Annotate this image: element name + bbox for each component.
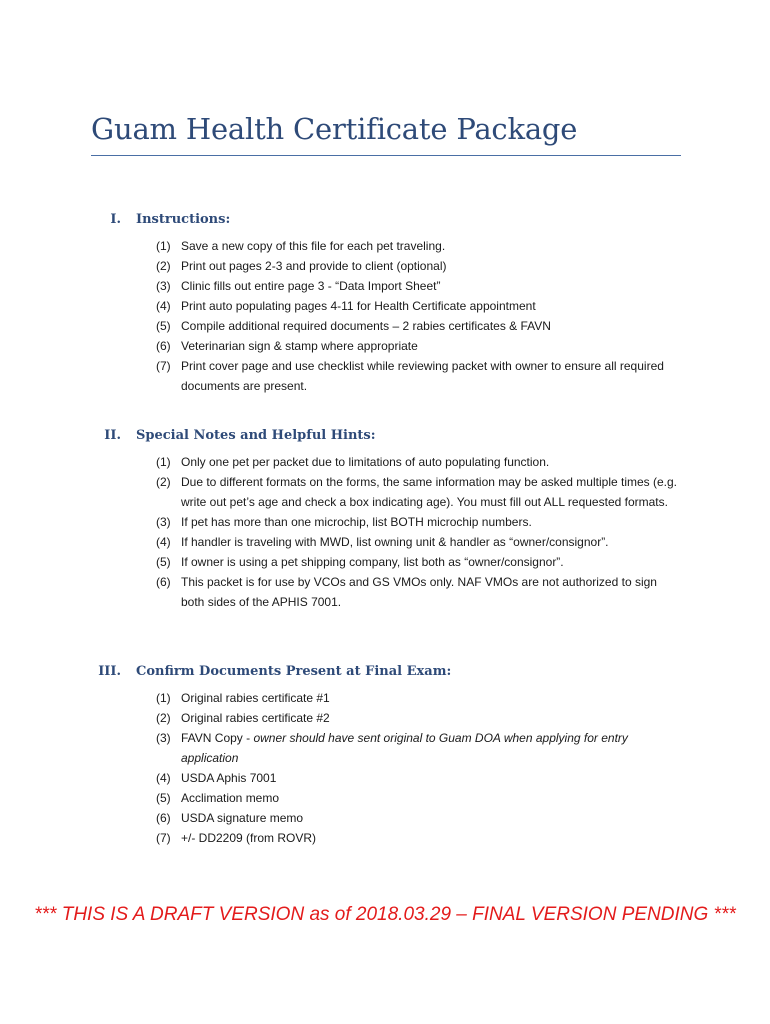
section-numeral: II. <box>104 428 121 443</box>
list-item <box>156 788 681 808</box>
item-number: (5) <box>156 319 171 333</box>
item-number: (1) <box>156 455 171 469</box>
list-item <box>156 276 681 296</box>
list-item <box>156 472 681 512</box>
list-item <box>156 356 681 396</box>
list-item <box>156 236 681 256</box>
section-heading: Special Notes and Helpful Hints: <box>136 428 376 443</box>
list-item <box>156 256 681 276</box>
item-text <box>181 728 681 768</box>
section-confirm-documents <box>0 664 770 848</box>
list-item <box>156 316 681 336</box>
item-number: (3) <box>156 515 171 529</box>
item-text-italic: owner should have sent original to Guam DOA when applying for entry application <box>181 731 628 765</box>
list-item <box>156 808 681 828</box>
draft-notice: *** THIS IS A DRAFT VERSION as of 2018.03.29 – FINAL VERSION PENDING *** <box>34 904 736 925</box>
item-number: (7) <box>156 831 171 845</box>
section-instructions <box>0 212 770 396</box>
item-text: Print cover page and use checklist while reviewing packet with owner to ensure all required documents are present. <box>181 359 664 393</box>
item-text: +/- DD2209 (from ROVR) <box>181 831 317 845</box>
item-text: Original rabies certificate #1 <box>181 691 330 705</box>
item-text: Veterinarian sign & stamp where appropriate <box>181 339 418 353</box>
item-text: If handler is traveling with MWD, list owning unit & handler as “owner/consignor”. <box>181 535 609 549</box>
item-text: Clinic fills out entire page 3 - “Data Import Sheet” <box>181 279 441 293</box>
item-number: (3) <box>156 279 171 293</box>
list-item <box>156 688 681 708</box>
list-item <box>156 572 681 612</box>
item-text: If owner is using a pet shipping company, list both as “owner/consignor”. <box>181 555 564 569</box>
item-number: (2) <box>156 711 171 725</box>
list-item <box>156 768 681 788</box>
list-item <box>156 532 681 552</box>
item-number: (2) <box>156 475 171 489</box>
item-number: (4) <box>156 299 171 313</box>
item-text-plain: FAVN Copy - <box>181 731 254 745</box>
page-title: Guam Health Certificate Package <box>91 112 578 146</box>
item-text: If pet has more than one microchip, list BOTH microchip numbers. <box>181 515 532 529</box>
item-text: Due to different formats on the forms, the same information may be asked multiple times (e.g. write out pet’s age and check a box indicating age). You must fill out ALL requested formats. <box>181 475 678 509</box>
item-text: Print out pages 2-3 and provide to client (optional) <box>181 259 447 273</box>
title-divider <box>91 155 681 156</box>
item-number: (6) <box>156 339 171 353</box>
item-text: Acclimation memo <box>181 791 280 805</box>
list-item <box>156 728 681 768</box>
item-text: Only one pet per packet due to limitations of auto populating function. <box>181 455 550 469</box>
section-heading: Instructions: <box>136 212 231 227</box>
item-number: (4) <box>156 771 171 785</box>
list-item <box>156 336 681 356</box>
item-text: Save a new copy of this file for each pet traveling. <box>181 239 446 253</box>
list-item <box>156 452 681 472</box>
item-number: (2) <box>156 259 171 273</box>
item-number: (3) <box>156 731 171 745</box>
item-text: This packet is for use by VCOs and GS VMOs only. NAF VMOs are not authorized to sign both sides of the APHIS 7001. <box>181 575 657 609</box>
list-item <box>156 828 681 848</box>
section-numeral: III. <box>98 664 121 679</box>
list-item <box>156 708 681 728</box>
section-numeral: I. <box>110 212 121 227</box>
list-item <box>156 296 681 316</box>
list-item <box>156 552 681 572</box>
list-item <box>156 512 681 532</box>
item-number: (5) <box>156 555 171 569</box>
item-number: (7) <box>156 359 171 373</box>
item-text: USDA signature memo <box>181 811 304 825</box>
item-number: (1) <box>156 239 171 253</box>
item-text: Print auto populating pages 4-11 for Health Certificate appointment <box>181 299 536 313</box>
item-number: (5) <box>156 791 171 805</box>
item-number: (4) <box>156 535 171 549</box>
item-number: (6) <box>156 811 171 825</box>
item-text: Original rabies certificate #2 <box>181 711 330 725</box>
item-text: USDA Aphis 7001 <box>181 771 277 785</box>
item-text: Compile additional required documents – 2 rabies certificates & FAVN <box>181 319 551 333</box>
section-special-notes <box>0 428 770 612</box>
item-number: (1) <box>156 691 171 705</box>
section-heading: Confirm Documents Present at Final Exam: <box>136 664 452 679</box>
item-number: (6) <box>156 575 171 589</box>
